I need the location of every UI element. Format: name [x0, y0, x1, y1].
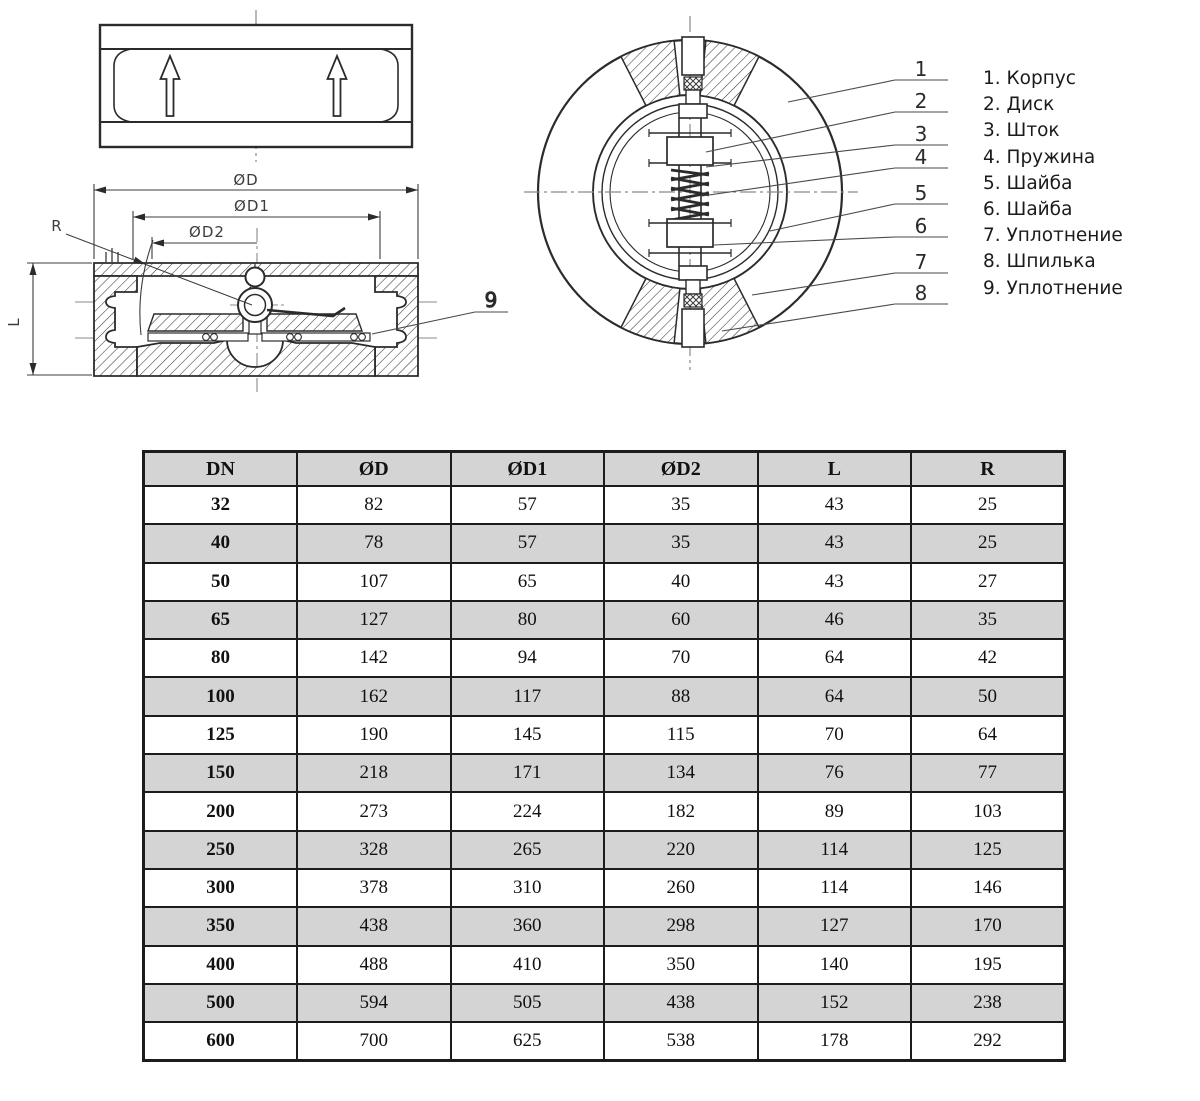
dim-value: 64: [758, 677, 912, 715]
dim-value: 64: [911, 716, 1065, 754]
seal-ring: [287, 334, 294, 341]
legend-item-2: 2. Диск: [983, 94, 1055, 116]
front-view: [524, 16, 858, 370]
table-row-dn-50: [144, 563, 1065, 601]
dim-value: 25: [911, 524, 1065, 562]
dn-value: 250: [144, 831, 298, 869]
dim-value: 625: [451, 1022, 605, 1061]
dim-value: 190: [297, 716, 451, 754]
dim-value: 360: [451, 907, 605, 945]
dim-value: 146: [911, 869, 1065, 907]
dim-value: 82: [297, 486, 451, 524]
dim-value: 114: [758, 869, 912, 907]
dn-value: 125: [144, 716, 298, 754]
dim-value: 310: [451, 869, 605, 907]
callout-5-label: 5: [914, 181, 928, 205]
dim-value: 438: [604, 984, 758, 1022]
dim-value: 43: [758, 563, 912, 601]
table-row-dn-150: [144, 754, 1065, 792]
seal-bottom: [684, 294, 702, 307]
dim-value: 80: [451, 601, 605, 639]
dim-value: 410: [451, 946, 605, 984]
seal-top: [684, 77, 702, 90]
dim-value: 298: [604, 907, 758, 945]
dim-value: 292: [911, 1022, 1065, 1061]
callout-1-label: 1: [914, 57, 928, 81]
dim-value: 438: [297, 907, 451, 945]
table-row-dn-80: [144, 639, 1065, 677]
table-row-dn-350: [144, 907, 1065, 945]
dim-value: 64: [758, 639, 912, 677]
dn-value: 300: [144, 869, 298, 907]
dim-value: 107: [297, 563, 451, 601]
dim-value: 27: [911, 563, 1065, 601]
dim-value: 35: [604, 486, 758, 524]
dim-value: 152: [758, 984, 912, 1022]
stud-top: [682, 37, 704, 75]
dn-value: 80: [144, 639, 298, 677]
column-header-dn: DN: [144, 452, 298, 487]
dim-value: 171: [451, 754, 605, 792]
dn-value: 200: [144, 792, 298, 830]
dim-value: 145: [451, 716, 605, 754]
dimension-l: [27, 263, 92, 375]
dim-value: 60: [604, 601, 758, 639]
table-row-dn-65: [144, 601, 1065, 639]
column-header-r: R: [911, 452, 1065, 487]
table-row-dn-100: [144, 677, 1065, 715]
dim-value: 328: [297, 831, 451, 869]
dim-value: 178: [758, 1022, 912, 1061]
dim-value: 25: [911, 486, 1065, 524]
dim-value: 218: [297, 754, 451, 792]
callout-8-label: 8: [914, 281, 928, 305]
dim-value: 220: [604, 831, 758, 869]
callout-3-label: 3: [914, 122, 928, 146]
legend-item-3: 3. Шток: [983, 120, 1060, 142]
callout-6-label: 6: [914, 214, 928, 238]
dn-value: 100: [144, 677, 298, 715]
dim-value: 273: [297, 792, 451, 830]
dn-value: 50: [144, 563, 298, 601]
dim-value: 125: [911, 831, 1065, 869]
dim-label-od: ØD: [233, 171, 259, 189]
dim-label-od2: ØD2: [189, 223, 225, 241]
dim-value: 77: [911, 754, 1065, 792]
dim-value: 114: [758, 831, 912, 869]
dim-value: 170: [911, 907, 1065, 945]
dim-value: 50: [911, 677, 1065, 715]
dim-value: 35: [911, 601, 1065, 639]
table-row-dn-400: [144, 946, 1065, 984]
legend-item-4: 4. Пружина: [983, 146, 1096, 168]
stud-bottom: [682, 309, 704, 347]
column-header-d1: ØD1: [451, 452, 605, 487]
dim-value: 195: [911, 946, 1065, 984]
dim-value: 127: [758, 907, 912, 945]
dim-label-od1: ØD1: [234, 197, 270, 215]
disc-right: [267, 314, 362, 331]
dim-value: 94: [451, 639, 605, 677]
table-row-dn-500: [144, 984, 1065, 1022]
legend-item-1: 1. Корпус: [983, 68, 1076, 89]
seat-plate-left: [148, 333, 248, 341]
table-row-dn-300: [144, 869, 1065, 907]
top-view: [100, 10, 412, 162]
legend-item-8: 8. Шпилька: [983, 251, 1096, 273]
dim-value: 700: [297, 1022, 451, 1061]
dim-value: 35: [604, 524, 758, 562]
dim-value: 40: [604, 563, 758, 601]
dim-value: 43: [758, 486, 912, 524]
dim-value: 140: [758, 946, 912, 984]
callout-9: [372, 312, 508, 334]
table-row-dn-125: [144, 716, 1065, 754]
dim-value: 594: [297, 984, 451, 1022]
dim-value: 350: [604, 946, 758, 984]
callout-7-label: 7: [914, 250, 928, 274]
dim-label-l: L: [5, 317, 23, 327]
callout-4-label: 4: [914, 145, 928, 169]
dim-value: 43: [758, 524, 912, 562]
dim-value: 42: [911, 639, 1065, 677]
dim-value: 538: [604, 1022, 758, 1061]
column-header-d: ØD: [297, 452, 451, 487]
dim-value: 115: [604, 716, 758, 754]
dim-value: 65: [451, 563, 605, 601]
dn-value: 400: [144, 946, 298, 984]
table-header-row: [144, 452, 1065, 487]
dim-label-r: R: [51, 217, 63, 235]
legend-item-7: 7. Уплотнение: [983, 225, 1123, 247]
dn-value: 40: [144, 524, 298, 562]
body-bottom-wall: [137, 340, 375, 376]
dimension-od: [94, 184, 418, 259]
table-row-dn-40: [144, 524, 1065, 562]
column-header-l: L: [758, 452, 912, 487]
dim-value: 117: [451, 677, 605, 715]
seal-ring: [351, 334, 358, 341]
dim-value: 88: [604, 677, 758, 715]
column-header-d2: ØD2: [604, 452, 758, 487]
legend-item-5: 5. Шайба: [983, 172, 1073, 194]
top-view-body: [100, 25, 412, 147]
dim-value: 57: [451, 486, 605, 524]
callout-labels: [915, 57, 928, 305]
disc-left: [148, 314, 243, 331]
dim-value: 127: [297, 601, 451, 639]
table-row-dn-250: [144, 831, 1065, 869]
seal-ring: [295, 334, 302, 341]
dim-value: 265: [451, 831, 605, 869]
legend-item-9: 9. Уплотнение: [983, 277, 1123, 299]
table-row-dn-32: [144, 486, 1065, 524]
dim-value: 57: [451, 524, 605, 562]
dim-value: 238: [911, 984, 1065, 1022]
parts-legend: [983, 66, 1123, 302]
legend-item-6: 6. Шайба: [983, 199, 1073, 221]
dn-value: 65: [144, 601, 298, 639]
dn-value: 500: [144, 984, 298, 1022]
table-body: [144, 486, 1065, 1061]
dimensions-table: [142, 450, 1066, 1062]
dim-value: 103: [911, 792, 1065, 830]
callout-2-label: 2: [914, 89, 928, 113]
hinge-pin-small: [246, 268, 265, 287]
dn-value: 350: [144, 907, 298, 945]
dim-value: 488: [297, 946, 451, 984]
section-view: [5, 171, 508, 394]
table-row-dn-600: [144, 1022, 1065, 1061]
seal-ring: [359, 334, 366, 341]
dim-value: 70: [604, 639, 758, 677]
dn-value: 600: [144, 1022, 298, 1061]
dim-value: 89: [758, 792, 912, 830]
dim-value: 505: [451, 984, 605, 1022]
dim-value: 142: [297, 639, 451, 677]
dim-value: 224: [451, 792, 605, 830]
dimensions-table-wrap: [142, 450, 1066, 1062]
dim-value: 70: [758, 716, 912, 754]
seal-ring: [211, 334, 218, 341]
seal-ring: [203, 334, 210, 341]
dim-value: 46: [758, 601, 912, 639]
dim-value: 182: [604, 792, 758, 830]
dim-value: 162: [297, 677, 451, 715]
dim-value: 260: [604, 869, 758, 907]
callout-9-label: 9: [484, 288, 498, 312]
table-row-dn-200: [144, 792, 1065, 830]
dn-value: 32: [144, 486, 298, 524]
dim-value: 134: [604, 754, 758, 792]
dn-value: 150: [144, 754, 298, 792]
body-left-wall: [94, 276, 137, 376]
washer-top: [667, 137, 713, 165]
dim-value: 378: [297, 869, 451, 907]
dim-value: 76: [758, 754, 912, 792]
dim-value: 78: [297, 524, 451, 562]
